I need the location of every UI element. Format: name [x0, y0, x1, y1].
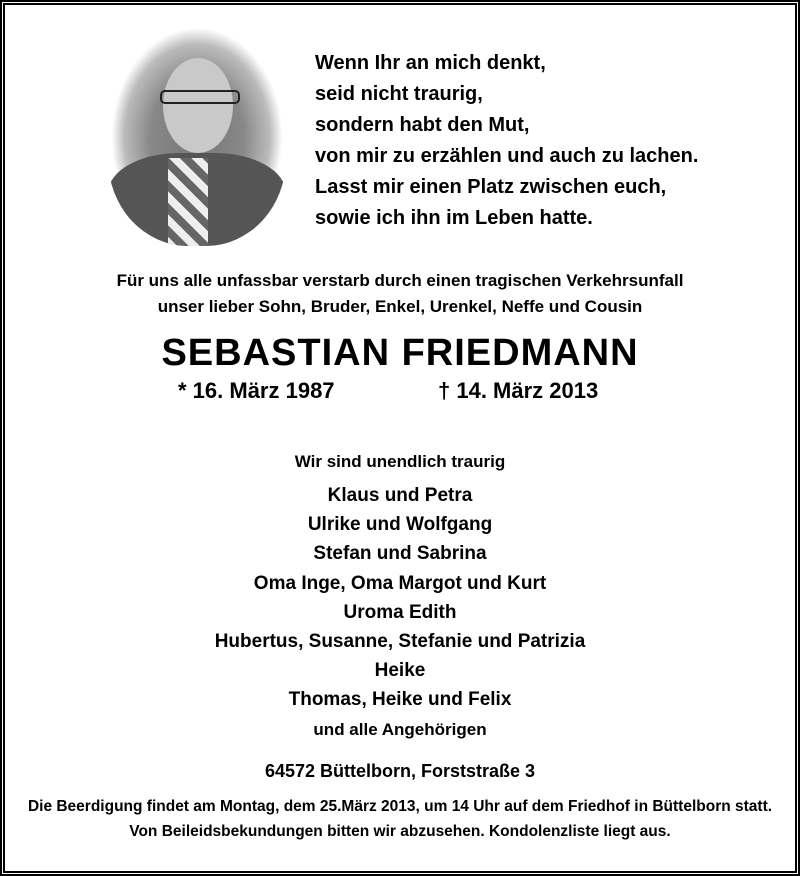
family-member: Hubertus, Susanne, Stefanie und Patrizia — [214, 631, 586, 653]
family-member: Uroma Edith — [343, 601, 457, 623]
funeral-info — [0, 794, 800, 844]
address: 64572 Büttelborn, Forststraße 3 — [264, 761, 536, 781]
death-date: † 14. März 2013 — [438, 378, 599, 403]
family-member: und alle Angehörigen — [313, 719, 487, 739]
photo-glasses — [160, 90, 240, 104]
poem-line: sowie ich ihn im Leben hatte. — [315, 207, 593, 229]
intro-line: Für uns alle unfassbar verstarb durch einen tragischen Verkehrsunfall — [116, 271, 684, 290]
family-member: Oma Inge, Oma Margot und Kurt — [253, 572, 547, 594]
family-member: Klaus und Petra — [327, 485, 473, 506]
poem-line: sondern habt den Mut, — [315, 114, 530, 136]
deceased-name: SEBASTIAN FRIEDMANN — [161, 332, 639, 374]
portrait-photo — [108, 28, 286, 246]
family-member: Thomas, Heike und Felix — [288, 689, 512, 711]
footer-line: Die Beerdigung findet am Montag, dem 25.März 2013, um 14 Uhr auf dem Friedhof in Büttelborn statt. — [27, 798, 773, 815]
poem-line: Lasst mir einen Platz zwischen euch, — [315, 176, 667, 198]
poem — [315, 48, 698, 234]
poem-line: Wenn Ihr an mich denkt, — [315, 52, 546, 74]
mourning-statement: Wir sind unendlich traurig — [294, 452, 506, 471]
intro-line: unser lieber Sohn, Bruder, Enkel, Urenkel, Neffe und Cousin — [157, 297, 643, 316]
birth-date: * 16. März 1987 — [178, 378, 335, 403]
poem-line: von mir zu erzählen und auch zu lachen. — [315, 145, 699, 167]
footer-line: Von Beileidsbekundungen bitten wir abzusehen. Kondolenzliste liegt aus. — [129, 823, 671, 840]
intro — [0, 268, 800, 320]
photo-face — [163, 58, 233, 153]
poem-line: seid nicht traurig, — [315, 83, 483, 105]
photo-scarf — [168, 158, 208, 246]
family-list — [0, 481, 800, 744]
family-member: Ulrike und Wolfgang — [307, 514, 493, 536]
family-member: Heike — [374, 660, 426, 682]
family-member: Stefan und Sabrina — [313, 543, 487, 565]
